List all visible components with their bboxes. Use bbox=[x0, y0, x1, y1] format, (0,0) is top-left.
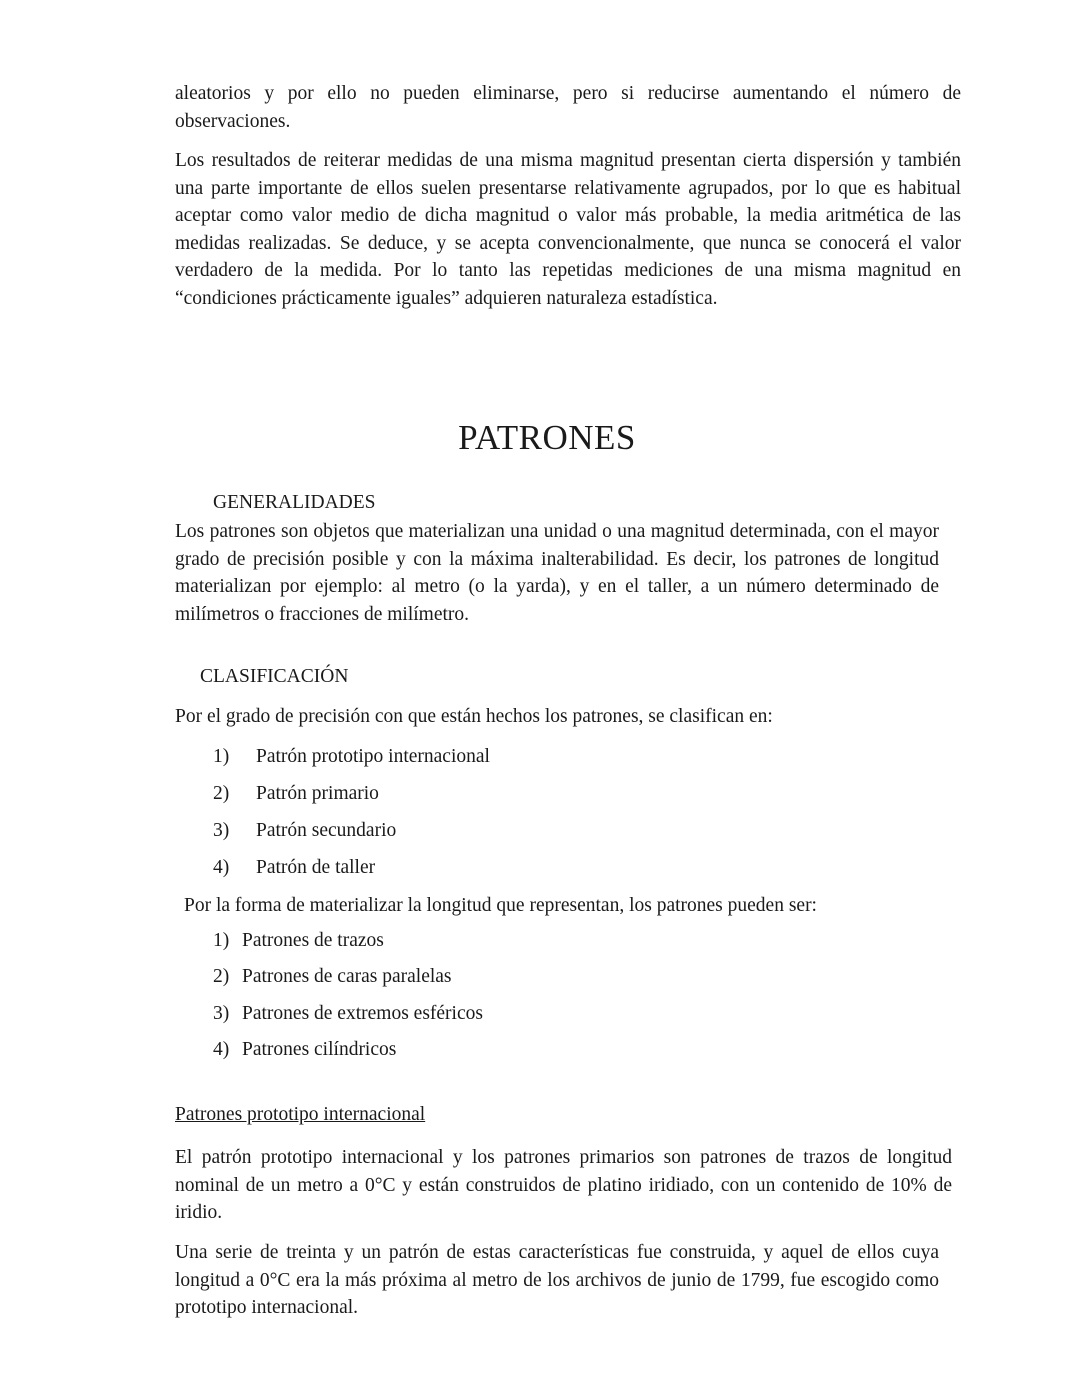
list-label: Patrón secundario bbox=[256, 820, 397, 841]
prototipo-paragraph-1: El patrón prototipo internacional y los patrones primarios son patrones de trazos de longitud nominal de un metro a 0°C y están construidos de platino iridiado, con un contenido de 10% de iridio. bbox=[175, 1147, 952, 1223]
page-title: PATRONES bbox=[458, 418, 636, 457]
list-number: 2) bbox=[213, 783, 230, 804]
list-item bbox=[213, 930, 384, 952]
list-number: 3) bbox=[213, 820, 230, 841]
list-item bbox=[213, 783, 379, 805]
section-heading-prototipo: Patrones prototipo internacional bbox=[175, 1104, 426, 1125]
list-item bbox=[213, 966, 452, 988]
generalidades-paragraph: Los patrones son objetos que materializan una unidad o una magnitud determinada, con el mayor grado de precisión posible y con la máxima inalterabilidad. Es decir, los patrones de longitud materializan por ejemplo: al metro (o la yarda), y en el taller, a un número determinado de milímetros o fracciones de milímetro. bbox=[175, 521, 939, 625]
list-number: 2) bbox=[213, 966, 230, 987]
list-number: 1) bbox=[213, 746, 230, 767]
list-item bbox=[213, 746, 490, 768]
list-item bbox=[213, 820, 396, 842]
list-number: 3) bbox=[213, 1003, 230, 1024]
intro-paragraph-1: aleatorios y por ello no pueden eliminarse, pero si reducirse aumentando el número de observaciones. bbox=[175, 83, 961, 132]
list-number: 1) bbox=[213, 930, 230, 951]
list-item bbox=[213, 857, 375, 879]
clasificacion-intro-2: Por la forma de materializar la longitud que representan, los patrones pueden ser: bbox=[184, 895, 817, 916]
list-label: Patrón de taller bbox=[256, 857, 376, 878]
list-label: Patrones de trazos bbox=[242, 930, 384, 951]
section-heading-clasificacion: CLASIFICACIÓN bbox=[200, 666, 349, 687]
intro-paragraph-2: Los resultados de reiterar medidas de una misma magnitud presentan cierta dispersión y también una parte importante de ellos suelen presentarse relativamente agrupados, por lo que es habitual aceptar como valor medio de dicha magnitud o valor más probable, la media aritmética de las medidas realizadas. Se deduce, y se acepta convencionalmente, que nunca se conocerá el valor verdadero de la medida. Por lo tanto las repetidas mediciones de una misma magnitud en “condiciones prácticamente iguales” adquieren naturaleza estadística. bbox=[175, 150, 961, 309]
list-number: 4) bbox=[213, 1039, 230, 1060]
list-item bbox=[213, 1003, 483, 1025]
list-label: Patrones cilíndricos bbox=[242, 1039, 397, 1060]
list-item bbox=[213, 1039, 396, 1061]
list-label: Patrón primario bbox=[256, 783, 379, 804]
prototipo-paragraph-2: Una serie de treinta y un patrón de estas características fue construida, y aquel de ellos cuya longitud a 0°C era la más próxima al metro de los archivos de junio de 1799, fue escogido como prototipo internacional. bbox=[175, 1242, 939, 1318]
section-heading-generalidades: GENERALIDADES bbox=[213, 492, 376, 513]
list-label: Patrones de caras paralelas bbox=[242, 966, 452, 987]
list-label: Patrones de extremos esféricos bbox=[242, 1003, 483, 1024]
list-number: 4) bbox=[213, 857, 230, 878]
list-label: Patrón prototipo internacional bbox=[256, 746, 490, 767]
clasificacion-intro-1: Por el grado de precisión con que están hechos los patrones, se clasifican en: bbox=[175, 706, 773, 727]
